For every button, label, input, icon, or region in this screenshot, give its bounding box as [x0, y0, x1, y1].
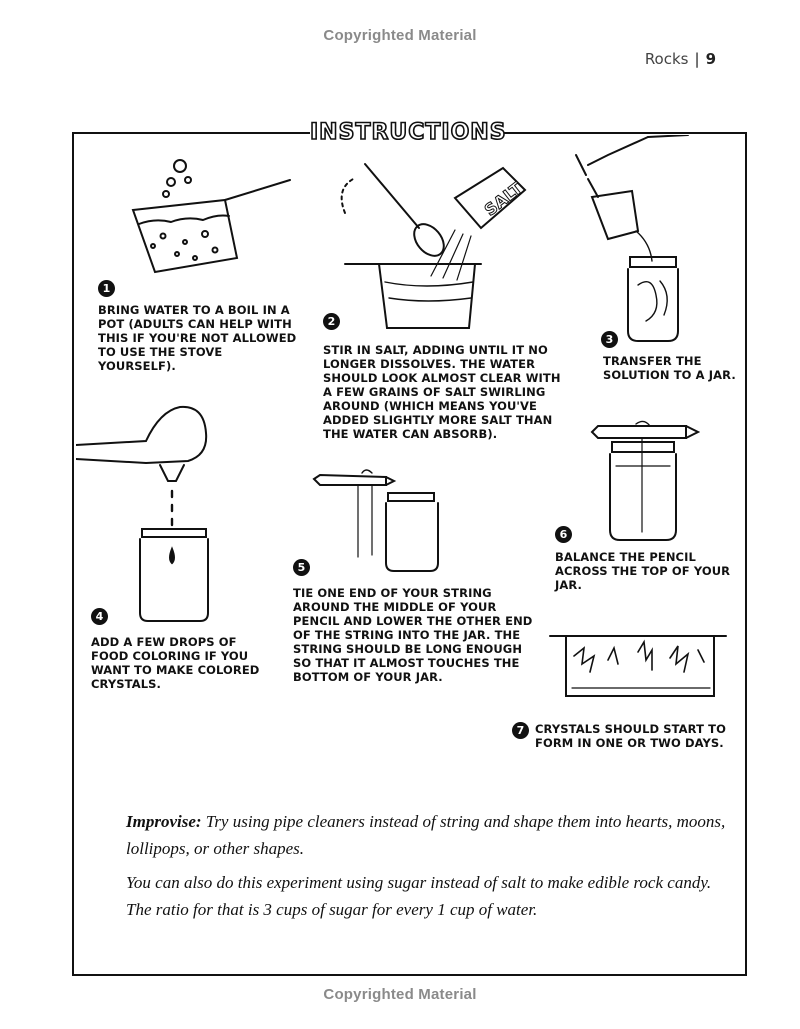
pouring-jar-illustration	[568, 135, 698, 345]
title-box	[310, 118, 507, 148]
step-4-number: 4	[91, 608, 108, 625]
header-separator: |	[694, 50, 700, 68]
page-number: 9	[705, 50, 716, 68]
step-2-number: 2	[323, 313, 340, 330]
step-3-text: TRANSFER THE SOLUTION TO A JAR.	[603, 354, 736, 382]
boiling-pot-illustration	[125, 150, 300, 275]
step-1-number: 1	[98, 280, 115, 297]
step-6-number: 6	[555, 526, 572, 543]
salt-bag-label: SALT	[480, 178, 526, 220]
step-2-text: STIR IN SALT, ADDING UNTIL IT NO LONGER DISSOLVES. THE WATER SHOULD LOOK ALMOST CLEAR WITH A FEW GRAINS OF SALT SWIRLING AROUND (WHICH MEANS YOU'VE ADDED SLIGHTLY MORE SALT THAN THE WATER CAN ABSORB).	[323, 343, 561, 441]
watermark-top: Copyrighted Material	[323, 27, 477, 44]
step-1-text: BRING WATER TO A BOIL IN A POT (ADULTS CAN HELP WITH THIS IF YOU'RE NOT ALLOWED TO USE THE STOVE YOURSELF).	[98, 303, 297, 373]
improvise-note	[126, 808, 726, 862]
salt-bowl-illustration	[335, 158, 535, 338]
watermark-bottom: Copyrighted Material	[323, 986, 477, 1003]
improvise-label: Improvise:	[126, 812, 202, 831]
step-3-number: 3	[601, 331, 618, 348]
crystals-dish-illustration	[548, 630, 728, 705]
improvise-text: Try using pipe cleaners instead of string and shape them into hearts, moons, lollipops, or other shapes.	[126, 812, 726, 858]
instructions-title: INSTRUCTIONS	[310, 120, 507, 145]
step-7-number: 7	[512, 722, 529, 739]
step-6-text: BALANCE THE PENCIL ACROSS THE TOP OF YOUR JAR.	[555, 550, 731, 592]
sugar-note: You can also do this experiment using sugar instead of salt to make edible rock candy. The ratio for that is 3 cups of sugar for every 1 cup of water.	[126, 873, 712, 919]
food-coloring-illustration	[76, 385, 216, 625]
running-header	[645, 50, 716, 68]
section-name: Rocks	[644, 50, 689, 68]
step-5-number: 5	[293, 559, 310, 576]
pencil-on-jar-illustration	[590, 420, 700, 545]
pencil-string-illustration	[310, 465, 450, 575]
step-4-text: ADD A FEW DROPS OF FOOD COLORING IF YOU WANT TO MAKE COLORED CRYSTALS.	[91, 635, 260, 691]
step-7-text: CRYSTALS SHOULD START TO FORM IN ONE OR TWO DAYS.	[535, 722, 726, 750]
step-5-text: TIE ONE END OF YOUR STRING AROUND THE MIDDLE OF YOUR PENCIL AND LOWER THE OTHER END OF THE STRING INTO THE JAR. THE STRING SHOULD BE LONG ENOUGH SO THAT IT ALMOST TOUCHES THE BOTTOM OF YOUR JAR.	[293, 586, 533, 684]
